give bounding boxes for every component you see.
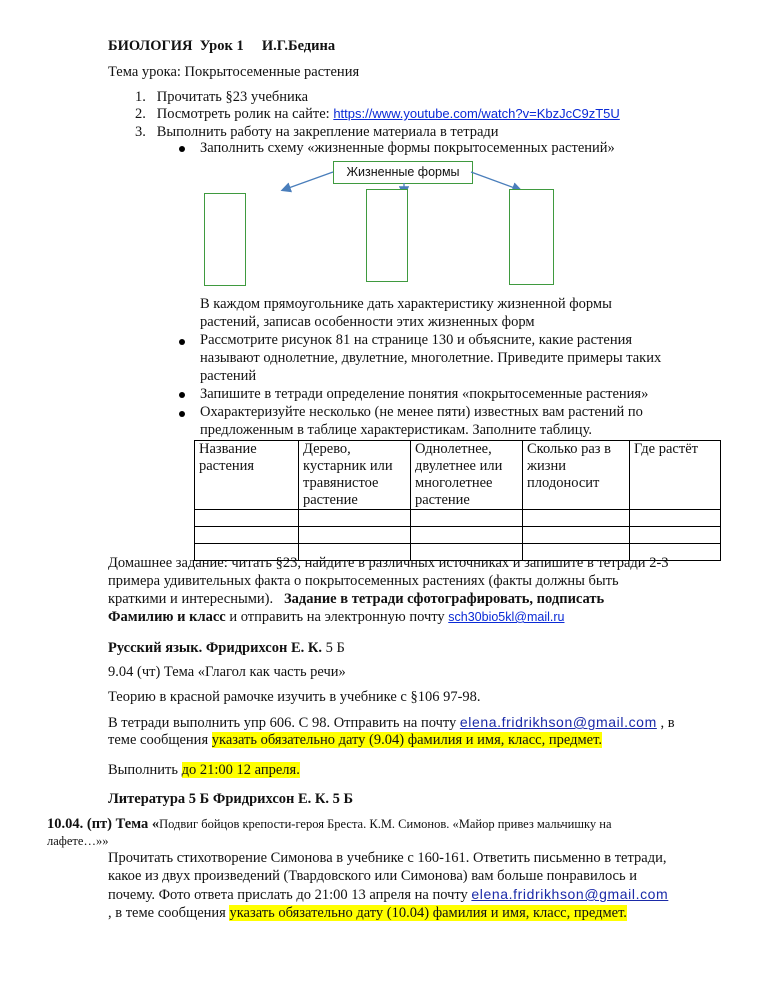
bullet-char-2: предложенным в таблице характеристикам. Заполните таблицу. (200, 422, 592, 438)
life-form-box-1 (204, 193, 246, 286)
russian-task-line-2: теме сообщения указать обязательно дату (9.04) фамилия и имя, класс, предмет. (108, 732, 602, 748)
subject: БИОЛОГИЯ (108, 38, 193, 54)
russian-topic: 9.04 (чт) Тема «Глагол как часть речи» (108, 664, 346, 680)
youtube-link[interactable]: https://www.youtube.com/watch?v=KbzJcC9zT5U (333, 106, 620, 121)
homework-line-3: краткими и интересными). Задание в тетради сфотографировать, подписать (108, 591, 605, 607)
bullet-fig-2: называют однолетние, двулетние, многолетние. Приведите примеры таких (200, 350, 662, 366)
table-row (195, 510, 721, 527)
bullet-scheme-text: Заполнить схему «жизненные формы покрытосеменных растений» (200, 140, 615, 156)
homework-line-1: Домашнее задание: читать §23, найдите в различных источниках и запишите в тетради 2-3 (108, 555, 669, 571)
lesson: Урок 1 (199, 38, 244, 54)
teacher: И.Г.Бедина (261, 38, 336, 54)
literature-line-2: какое из двух произведений (Твардовского или Симонова) вам больше понравилось и (108, 868, 637, 884)
russian-email-link[interactable]: elena.fridrikhson@gmail.com (459, 714, 657, 730)
literature-line-4: , в теме сообщения указать обязательно дату (10.04) фамилия и имя, класс, предмет. (108, 905, 627, 921)
bullet-fig-3: растений (200, 368, 257, 384)
literature-highlight: указать обязательно дату (10.04) фамилия и имя, класс, предмет. (229, 905, 627, 921)
topic: Тема урока: Покрытосеменные растения (108, 64, 360, 80)
russian-task-line-1: В тетради выполнить упр 606. С 98. Отправить на почту elena.fridrikhson@gmail.com , в (108, 714, 675, 731)
table-header-row (195, 441, 721, 510)
th-name: Название растения (195, 441, 299, 510)
th-type: Дерево, кустарник или травянистое растение (299, 441, 411, 510)
literature-line-1: Прочитать стихотворение Симонова в учебнике с 160-161. Ответить письменно в тетради, (108, 850, 667, 866)
literature-email-link[interactable]: elena.fridrikhson@gmail.com (471, 886, 669, 902)
th-fruiting: Сколько раз в жизни плодоносит (523, 441, 630, 510)
box-note-1: В каждом прямоугольнике дать характеристику жизненной формы (200, 296, 612, 312)
bullet-fig-1: Рассмотрите рисунок 81 на странице 130 и объясните, какие растения (200, 332, 633, 348)
table-row (195, 527, 721, 544)
russian-theory: Теорию в красной рамочке изучить в учебнике с §106 97-98. (108, 689, 481, 705)
th-habitat: Где растёт (630, 441, 721, 510)
life-form-box-3 (509, 189, 554, 285)
bullet-def: Запишите в тетради определение понятия «покрытосеменные растения» (200, 386, 649, 402)
box-note-2: растений, записав особенности этих жизненных форм (200, 314, 535, 330)
literature-title: Литература 5 Б Фридрихсон Е. К. 5 Б (108, 791, 354, 807)
bullet-icon (179, 411, 185, 417)
task-1: 1. Прочитать §23 учебника (135, 89, 309, 105)
bullet-icon (179, 392, 185, 398)
russian-highlight: указать обязательно дату (9.04) фамилия и имя, класс, предмет. (211, 732, 602, 748)
bullet-icon (179, 339, 185, 345)
homework-line-2: примера удивительных факта о покрытосеменных растениях (факты должны быть (108, 573, 619, 589)
plants-table (194, 440, 721, 561)
bullet-char-1: Охарактеризуйте несколько (не менее пяти) известных вам растений по (200, 404, 643, 420)
task-2: 2. Посмотреть ролик на сайте: https://www.youtube.com/watch?v=KbzJcC9zT5U (135, 106, 620, 122)
literature-topic-line-2: лафете…»» (47, 834, 109, 848)
literature-line-3: почему. Фото ответа прислать до 21:00 13 апреля на почту elena.fridrikhson@gmail.com (108, 886, 669, 903)
arrow-left (283, 172, 333, 190)
life-form-box-2 (366, 189, 408, 282)
th-lifespan: Однолетнее, двулетнее или многолетнее растение (411, 441, 523, 510)
arrow-right (471, 172, 520, 190)
homework-line-4: Фамилию и класс и отправить на электронную почту sch30bio5kl@mail.ru (108, 609, 565, 625)
russian-title: Русский язык. Фридрихсон Е. К. 5 Б (108, 640, 345, 656)
russian-deadline: Выполнить до 21:00 12 апреля. (108, 762, 300, 778)
literature-topic-line-1: 10.04. (пт) Тема «Подвиг бойцов крепости-героя Бреста. К.М. Симонов. «Майор привез мальчишку на (47, 816, 612, 832)
task-3: 3. Выполнить работу на закрепление материала в тетради (135, 124, 499, 140)
bio-email-link[interactable]: sch30bio5kl@mail.ru (448, 610, 565, 624)
diagram-label: Жизненные формы (346, 165, 460, 179)
